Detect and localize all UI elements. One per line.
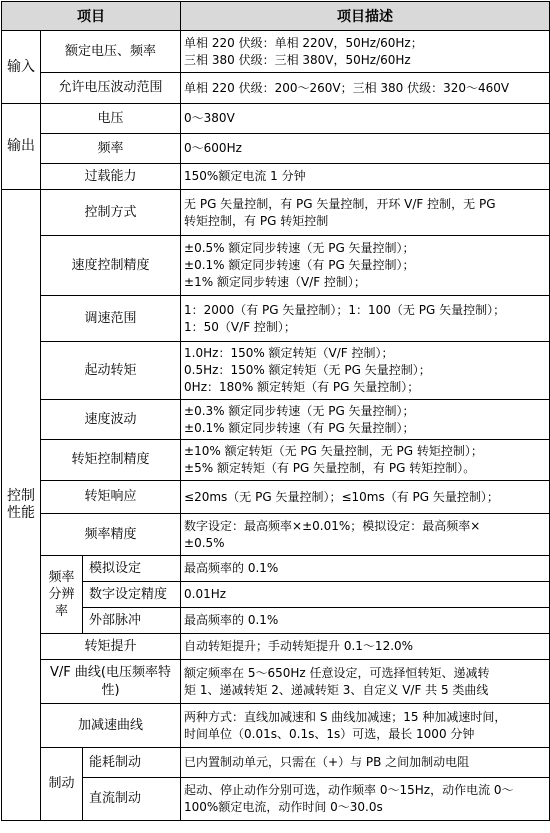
item-name: 直流制动 (83, 778, 181, 821)
item-name: 电压 (41, 104, 181, 134)
header-row (2, 2, 550, 31)
item-desc: 两种方式：直线加减速和 S 曲线加减速；15 种加减速时间， 时间单位（0.01s、0.1s、1s）可选，最长 1000 分钟 (181, 704, 550, 748)
item-desc: 额定频率在 5～650Hz 任意设定，可选择恒转矩、递减转 矩 1、递减转矩 2、递减转矩 3、自定义 V/F 共 5 类曲线 (181, 660, 550, 704)
table-row (2, 748, 550, 778)
item-name: 允许电压波动范围 (41, 73, 181, 104)
item-name: 速度波动 (41, 400, 181, 440)
item-name: 调速范围 (41, 296, 181, 342)
item-desc: ±10% 额定转矩（无 PG 矢量控制，无 PG 转矩控制）； ±5% 额定转矩（有 PG 矢量控制，有 PG 转矩控制）。 (181, 440, 550, 481)
item-name: 加减速曲线 (41, 704, 181, 748)
header-description: 项目描述 (181, 2, 550, 31)
item-desc: 起动、停止动作分别可选，动作频率 0～15Hz，动作电流 0～ 100%额定电流，动作时间 0～30.0s (181, 778, 550, 821)
item-name: 数字设定精度 (83, 582, 181, 608)
table-row (2, 190, 550, 236)
item-name: 转矩响应 (41, 481, 181, 514)
table-row (2, 31, 550, 73)
item-desc: 数字设定：最高频率×±0.01%；模拟设定：最高频率× ±0.5% (181, 514, 550, 556)
table-row (2, 704, 550, 748)
item-name: 速度控制精度 (41, 236, 181, 296)
item-desc: 150%额定电流 1 分钟 (181, 164, 550, 190)
item-desc: 0～380V (181, 104, 550, 134)
subcategory-resolution: 频率分辨率 (41, 556, 83, 634)
table-row (2, 164, 550, 190)
item-name: 频率 (41, 134, 181, 164)
table-row (2, 582, 550, 608)
category-control: 控制性能 (2, 190, 41, 821)
table-row (2, 481, 550, 514)
table-row (2, 73, 550, 104)
item-name: V/F 曲线(电压频率特性) (41, 660, 181, 704)
item-name: 转矩提升 (41, 634, 181, 660)
item-name: 能耗制动 (83, 748, 181, 778)
item-name: 额定电压、频率 (41, 31, 181, 73)
table-row (2, 236, 550, 296)
item-desc: 单相 220 伏级：单相 220V，50Hz/60Hz； 三相 380 伏级：三相 380V，50Hz/60Hz (181, 31, 550, 73)
table-row (2, 440, 550, 481)
item-desc: 0～600Hz (181, 134, 550, 164)
item-name: 频率精度 (41, 514, 181, 556)
table-row (2, 400, 550, 440)
table-row (2, 778, 550, 821)
table-row (2, 634, 550, 660)
item-desc: 1.0Hz：150% 额定转矩（V/F 控制）； 0.5Hz：150% 额定转矩（无 PG 矢量控制）； 0Hz：180% 额定转矩（有 PG 矢量控制）； (181, 342, 550, 400)
table-row (2, 342, 550, 400)
item-desc: ±0.3% 额定同步转速（无 PG 矢量控制）； ±0.1% 额定同步转速（有 PG 矢量控制）； (181, 400, 550, 440)
table-row (2, 660, 550, 704)
item-desc: 最高频率的 0.1% (181, 608, 550, 634)
header-item: 项目 (2, 2, 181, 31)
item-name: 转矩控制精度 (41, 440, 181, 481)
table-row (2, 134, 550, 164)
item-name: 模拟设定 (83, 556, 181, 582)
item-desc: 最高频率的 0.1% (181, 556, 550, 582)
subcategory-braking: 制动 (41, 748, 83, 821)
table-row (2, 104, 550, 134)
item-desc: 已内置制动单元，只需在（+）与 PB 之间加制动电阻 (181, 748, 550, 778)
table-row (2, 296, 550, 342)
item-desc: ≤20ms（无 PG 矢量控制）；≤10ms（有 PG 矢量控制）； (181, 481, 550, 514)
item-desc: 单相 220 伏级：200～260V；三相 380 伏级：320～460V (181, 73, 550, 104)
item-name: 外部脉冲 (83, 608, 181, 634)
table-row (2, 608, 550, 634)
spec-table (1, 1, 550, 821)
item-name: 起动转矩 (41, 342, 181, 400)
item-desc: ±0.5% 额定同步转速（无 PG 矢量控制）； ±0.1% 额定同步转速（有 PG 矢量控制）； ±1% 额定同步转速（V/F 控制）； (181, 236, 550, 296)
item-name: 控制方式 (41, 190, 181, 236)
item-desc: 自动转矩提升；手动转矩提升 0.1～12.0% (181, 634, 550, 660)
item-desc: 1：2000（有 PG 矢量控制）；1：100（无 PG 矢量控制）； 1：50（V/F 控制）； (181, 296, 550, 342)
table-row (2, 556, 550, 582)
category-output: 输出 (2, 104, 41, 190)
table-row (2, 514, 550, 556)
category-input: 输入 (2, 31, 41, 104)
item-desc: 0.01Hz (181, 582, 550, 608)
item-desc: 无 PG 矢量控制，有 PG 矢量控制，开环 V/F 控制，无 PG 转矩控制，有 PG 转矩控制 (181, 190, 550, 236)
item-name: 过载能力 (41, 164, 181, 190)
